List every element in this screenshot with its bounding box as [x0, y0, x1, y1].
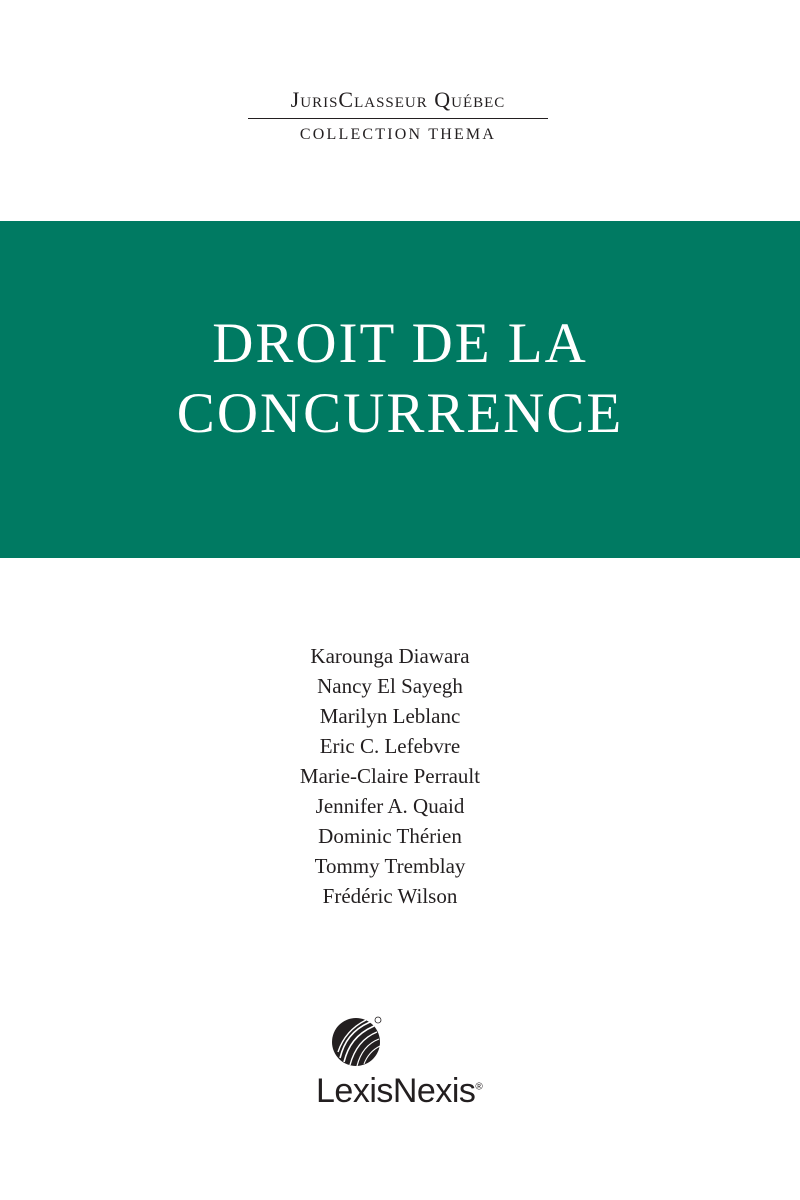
series-subtitle: COLLECTION THEMA: [299, 126, 497, 143]
series-divider: [248, 118, 548, 119]
book-title-line-1: DROIT DE LA: [212, 312, 588, 375]
author-name: Dominic Thérien: [318, 824, 462, 848]
author-name: Nancy El Sayegh: [317, 674, 463, 698]
series-header: [248, 86, 548, 145]
publisher-name-text: LexisNexis: [316, 1072, 476, 1110]
title-band: [0, 221, 800, 558]
author-name: Jennifer A. Quaid: [315, 794, 465, 818]
lexisnexis-knowledge-burst-icon: [330, 1012, 386, 1068]
book-title: [0, 309, 800, 449]
author-name: Karounga Diawara: [310, 644, 470, 668]
book-title-line-2: CONCURRENCE: [176, 382, 624, 445]
publisher-name: [300, 1072, 526, 1111]
author-name: Tommy Tremblay: [314, 854, 466, 878]
author-name: Frédéric Wilson: [322, 884, 458, 908]
registered-mark: ®: [475, 1081, 483, 1093]
author-list: [0, 641, 780, 911]
author-name: Eric C. Lefebvre: [319, 734, 461, 758]
author-name: Marie-Claire Perrault: [299, 764, 481, 788]
publisher-logo: [300, 1010, 500, 1110]
series-title: JurisClasseur Québec: [290, 87, 506, 112]
author-name: Marilyn Leblanc: [319, 704, 461, 728]
